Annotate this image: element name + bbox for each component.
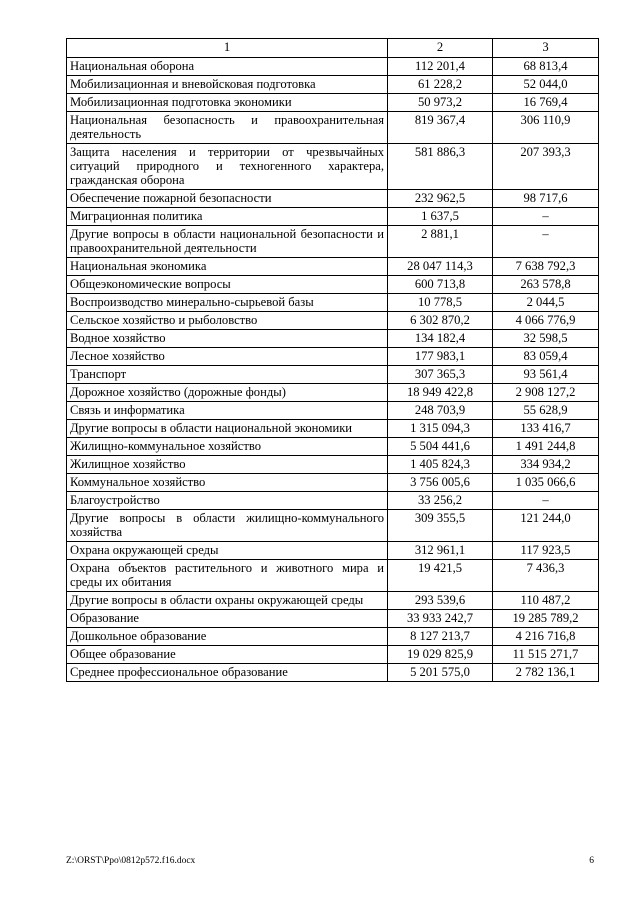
row-value-col2-cell: 134 182,4	[388, 330, 493, 348]
row-value-col2-cell: 232 962,5	[388, 190, 493, 208]
table-row	[67, 646, 599, 664]
table-row	[67, 456, 599, 474]
row-value-col3-cell: 263 578,8	[493, 276, 599, 294]
row-name-cell: Среднее профессиональное образование	[67, 664, 388, 682]
row-value-col3-cell: 11 515 271,7	[493, 646, 599, 664]
table-row	[67, 330, 599, 348]
table-row	[67, 226, 599, 258]
row-value-col2-cell: 1 637,5	[388, 208, 493, 226]
row-value-col2-cell: 293 539,6	[388, 592, 493, 610]
row-value-col3-cell: 207 393,3	[493, 144, 599, 190]
row-name-cell: Воспроизводство минерально-сырьевой базы	[67, 294, 388, 312]
footer-page-number: 6	[589, 856, 594, 866]
row-name-cell: Другие вопросы в области национальной безопасности и правоохранительной деятельности	[67, 226, 388, 258]
row-name-cell: Охрана окружающей среды	[67, 542, 388, 560]
row-value-col2-cell: 18 949 422,8	[388, 384, 493, 402]
row-name-cell: Национальная оборона	[67, 58, 388, 76]
row-value-col3-cell: 32 598,5	[493, 330, 599, 348]
table-row	[67, 628, 599, 646]
row-name-cell: Мобилизационная и вневойсковая подготовка	[67, 76, 388, 94]
table-row	[67, 348, 599, 366]
table-row	[67, 276, 599, 294]
row-value-col3-cell: 121 244,0	[493, 510, 599, 542]
row-name-cell: Национальная экономика	[67, 258, 388, 276]
row-value-col2-cell: 177 983,1	[388, 348, 493, 366]
row-value-col3-cell: 7 638 792,3	[493, 258, 599, 276]
row-value-col2-cell: 8 127 213,7	[388, 628, 493, 646]
row-value-col2-cell: 1 315 094,3	[388, 420, 493, 438]
row-value-col2-cell: 28 047 114,3	[388, 258, 493, 276]
table-row	[67, 402, 599, 420]
row-name-cell: Другие вопросы в области национальной экономики	[67, 420, 388, 438]
row-value-col3-cell: 68 813,4	[493, 58, 599, 76]
row-value-col2-cell: 309 355,5	[388, 510, 493, 542]
row-value-col3-cell: 83 059,4	[493, 348, 599, 366]
row-value-col3-cell: 98 717,6	[493, 190, 599, 208]
row-name-cell: Коммунальное хозяйство	[67, 474, 388, 492]
row-value-col2-cell: 33 256,2	[388, 492, 493, 510]
column-header-3: 3	[493, 39, 599, 58]
row-value-col3-cell: 93 561,4	[493, 366, 599, 384]
row-value-col3-cell: 1 491 244,8	[493, 438, 599, 456]
row-value-col3-cell: 110 487,2	[493, 592, 599, 610]
row-value-col3-cell: 19 285 789,2	[493, 610, 599, 628]
row-name-cell: Дошкольное образование	[67, 628, 388, 646]
table-row	[67, 610, 599, 628]
row-name-cell: Общеэкономические вопросы	[67, 276, 388, 294]
row-value-col2-cell: 248 703,9	[388, 402, 493, 420]
row-name-cell: Общее образование	[67, 646, 388, 664]
row-name-cell: Другие вопросы в области охраны окружающей среды	[67, 592, 388, 610]
row-name-cell: Мобилизационная подготовка экономики	[67, 94, 388, 112]
row-value-col3-cell: 2 782 136,1	[493, 664, 599, 682]
row-name-cell: Миграционная политика	[67, 208, 388, 226]
row-value-col2-cell: 19 029 825,9	[388, 646, 493, 664]
row-name-cell: Благоустройство	[67, 492, 388, 510]
table-row	[67, 144, 599, 190]
row-value-col2-cell: 112 201,4	[388, 58, 493, 76]
row-value-col3-cell: –	[493, 492, 599, 510]
row-value-col2-cell: 50 973,2	[388, 94, 493, 112]
row-value-col2-cell: 5 504 441,6	[388, 438, 493, 456]
table-row	[67, 76, 599, 94]
row-name-cell: Водное хозяйство	[67, 330, 388, 348]
row-name-cell: Жилищно-коммунальное хозяйство	[67, 438, 388, 456]
row-value-col2-cell: 1 405 824,3	[388, 456, 493, 474]
row-value-col2-cell: 10 778,5	[388, 294, 493, 312]
row-value-col3-cell: 2 044,5	[493, 294, 599, 312]
row-value-col2-cell: 5 201 575,0	[388, 664, 493, 682]
row-value-col3-cell: 4 066 776,9	[493, 312, 599, 330]
row-value-col3-cell: 55 628,9	[493, 402, 599, 420]
row-name-cell: Жилищное хозяйство	[67, 456, 388, 474]
row-name-cell: Дорожное хозяйство (дорожные фонды)	[67, 384, 388, 402]
row-name-cell: Связь и информатика	[67, 402, 388, 420]
table-row	[67, 190, 599, 208]
row-value-col3-cell: 334 934,2	[493, 456, 599, 474]
row-name-cell: Защита населения и территории от чрезвычайных ситуаций природного и техногенного характера, гражданская оборона	[67, 144, 388, 190]
row-name-cell: Национальная безопасность и правоохранительная деятельность	[67, 112, 388, 144]
row-value-col2-cell: 312 961,1	[388, 542, 493, 560]
row-name-cell: Транспорт	[67, 366, 388, 384]
row-value-col2-cell: 307 365,3	[388, 366, 493, 384]
row-value-col3-cell: 117 923,5	[493, 542, 599, 560]
table-row	[67, 208, 599, 226]
row-value-col2-cell: 61 228,2	[388, 76, 493, 94]
row-name-cell: Другие вопросы в области жилищно-коммунального хозяйства	[67, 510, 388, 542]
row-name-cell: Лесное хозяйство	[67, 348, 388, 366]
row-value-col2-cell: 6 302 870,2	[388, 312, 493, 330]
row-value-col3-cell: 2 908 127,2	[493, 384, 599, 402]
row-value-col3-cell: 16 769,4	[493, 94, 599, 112]
row-value-col2-cell: 819 367,4	[388, 112, 493, 144]
row-value-col2-cell: 581 886,3	[388, 144, 493, 190]
row-value-col3-cell: 1 035 066,6	[493, 474, 599, 492]
row-name-cell: Охрана объектов растительного и животного мира и среды их обитания	[67, 560, 388, 592]
row-value-col3-cell: 52 044,0	[493, 76, 599, 94]
table-body	[67, 58, 599, 682]
row-value-col3-cell: 306 110,9	[493, 112, 599, 144]
table-row	[67, 58, 599, 76]
row-value-col2-cell: 600 713,8	[388, 276, 493, 294]
row-value-col3-cell: 4 216 716,8	[493, 628, 599, 646]
table-row	[67, 492, 599, 510]
table-row	[67, 560, 599, 592]
table-row	[67, 542, 599, 560]
row-value-col3-cell: –	[493, 208, 599, 226]
table-row	[67, 420, 599, 438]
table-row	[67, 258, 599, 276]
column-header-1: 1	[67, 39, 388, 58]
table-row	[67, 294, 599, 312]
table-header-row	[67, 39, 599, 58]
row-value-col2-cell: 33 933 242,7	[388, 610, 493, 628]
table-row	[67, 384, 599, 402]
table-row	[67, 94, 599, 112]
table-row	[67, 366, 599, 384]
row-name-cell: Сельское хозяйство и рыболовство	[67, 312, 388, 330]
table-row	[67, 510, 599, 542]
row-name-cell: Обеспечение пожарной безопасности	[67, 190, 388, 208]
row-value-col3-cell: 133 416,7	[493, 420, 599, 438]
budget-table	[66, 38, 599, 682]
table-row	[67, 664, 599, 682]
footer-file-path: Z:\ORST\Ppo\0812p572.f16.docx	[66, 856, 196, 866]
row-value-col3-cell: –	[493, 226, 599, 258]
table-row	[67, 474, 599, 492]
row-value-col2-cell: 3 756 005,6	[388, 474, 493, 492]
table-row	[67, 112, 599, 144]
table-row	[67, 312, 599, 330]
table-row	[67, 438, 599, 456]
row-value-col2-cell: 2 881,1	[388, 226, 493, 258]
row-name-cell: Образование	[67, 610, 388, 628]
row-value-col2-cell: 19 421,5	[388, 560, 493, 592]
row-value-col3-cell: 7 436,3	[493, 560, 599, 592]
table-row	[67, 592, 599, 610]
column-header-2: 2	[388, 39, 493, 58]
